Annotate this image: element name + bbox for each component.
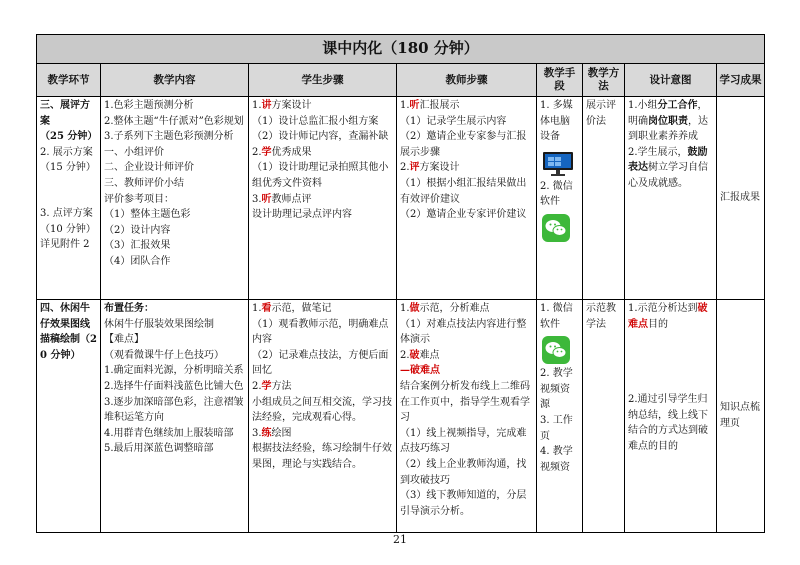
stage-cell: 四、休闲牛仔效果图线描稿绘制（20 分钟） (37, 300, 101, 533)
student-step: （1）设计总监汇报小组方案 (252, 115, 379, 127)
means-cell (537, 97, 583, 300)
content-cell (101, 97, 249, 300)
stage-sub: 3. 点评方案 (40, 207, 93, 219)
means-item: 4. 教学视频资 (540, 446, 573, 473)
teacher-step: （1）线上视频指导，完成难点技巧练习 (400, 427, 527, 455)
stage-attachment: 详见附件 2 (40, 239, 90, 251)
stage-cell (37, 97, 101, 300)
table-row (37, 300, 765, 533)
student-step: 小组成员之间互相交流，学习技法经验，完成观看心得。 (252, 396, 392, 424)
header-outcome: 学习成果 (717, 64, 765, 97)
teacher-step: （3）线下教师知道的，分层引导演示分析。 (400, 490, 527, 517)
content-line: 评价参考项目： (104, 193, 174, 205)
student-step: 3.练绘图 (252, 427, 292, 439)
content-line: 【难点】 (104, 334, 144, 346)
content-line: 3.逐步加深暗部色彩，注意褶皱堆积运笔方向 (104, 396, 244, 424)
intent-item: 2.通过引导学生归纳总结，线上线下结合的方式达到破难点的目的 (628, 394, 708, 452)
stage-sub: 2. 展示方案 (40, 146, 93, 158)
content-line: 3.子系列下主题色彩预测分析 (104, 131, 234, 143)
student-step: （2）记录难点技法，方便后面回忆 (252, 349, 389, 377)
teacher-cell (397, 300, 537, 533)
table-row (37, 97, 765, 300)
header-method: 教学方法 (583, 64, 625, 97)
stage-sub-duration: （10 分钟） (40, 223, 96, 235)
content-line: 三、教师评价小结 (104, 177, 184, 189)
wechat-icon (542, 336, 570, 364)
content-task: 布置任务： (104, 303, 154, 314)
student-step: 2.学优秀成果 (252, 146, 312, 158)
page-number: 21 (393, 533, 407, 546)
teacher-cell (397, 97, 537, 300)
intent-cell (625, 97, 717, 300)
content-line: 2.整体主题“牛仔派对”色彩规划 (104, 115, 244, 127)
teacher-step: （2）邀请企业专家参与汇报展示步骤 (400, 131, 527, 158)
content-line: 休闲牛仔服装效果图绘制 (104, 318, 214, 330)
content-line: （4）团队合作 (104, 255, 171, 267)
student-step: （1）设计助理记录拍照其他小组优秀文件资料 (252, 162, 389, 189)
teacher-step: 结合案例分析发布线上二维码在工作页中，指导学生观看学习 (400, 380, 530, 424)
means-item: 2. 教学视频资源 (540, 368, 573, 411)
wechat-icon (542, 214, 570, 242)
header-row (37, 64, 765, 97)
intent-item: 2.学生展示，鼓励表达树立学习自信心及成就感。 (628, 146, 708, 189)
stage-title: 三、展评方案 (40, 100, 90, 127)
content-cell (101, 300, 249, 533)
student-step: 1.讲方案设计 (252, 100, 312, 111)
student-step: 3.听教师点评 (252, 193, 312, 205)
teacher-step: （1）记录学生展示内容 (400, 115, 507, 127)
teacher-step: （2）线上企业教师沟通，找到攻破技巧 (400, 458, 527, 486)
content-line: （1）整体主题色彩 (104, 209, 191, 221)
student-step: 根据技法经验，练习绘制牛仔效果图，理论与实践结合。 (252, 443, 392, 470)
header-student: 学生步骤 (249, 64, 397, 97)
means-item: 2. 微信软件 (540, 180, 573, 208)
content-line: 二、企业设计师评价 (104, 162, 194, 174)
student-step: 设计助理记录点评内容 (252, 209, 352, 221)
teacher-step: 1.听汇报展示 (400, 100, 460, 111)
header-content: 教学内容 (101, 64, 249, 97)
teacher-step: 2.评方案设计 (400, 162, 460, 174)
student-step: （2）设计师记内容，查漏补缺 (252, 131, 389, 143)
teacher-step: 2.破难点 (400, 349, 440, 361)
means-item: 1. 微信软件 (540, 303, 573, 330)
student-cell (249, 300, 397, 533)
teacher-step: 1.做示范，分析难点 (400, 303, 490, 314)
content-line: 1.确定面料光源，分析明暗关系 (104, 365, 244, 377)
header-means: 教学手段 (537, 64, 583, 97)
student-step: 2.学方法 (252, 380, 292, 392)
student-step: （1）观看教师示范，明确难点内容 (252, 318, 389, 346)
teacher-step: （1）根据小组汇报结果做出有效评价建议 (400, 177, 527, 205)
content-line: 4.用群青色继续加上服装暗部 (104, 427, 234, 439)
stage-sub-duration: （15 分钟） (40, 162, 96, 174)
header-intent: 设计意图 (625, 64, 717, 97)
outcome-cell: 知识点梳理页 (717, 300, 765, 533)
intent-item: 1.示范分析达到破难点目的 (628, 303, 708, 330)
lesson-table (36, 34, 765, 533)
method-cell: 展示评价法 (583, 97, 625, 300)
means-item: 3. 工作页 (540, 414, 573, 442)
section-title: 课中内化（180 分钟） (37, 35, 765, 64)
stage-duration: （25 分钟） (40, 131, 98, 143)
monitor-icon (542, 151, 574, 177)
content-line: （2）设计内容 (104, 224, 171, 236)
content-line: （观看微课牛仔上色技巧） (104, 349, 224, 361)
header-stage: 教学环节 (37, 64, 101, 97)
student-step: 1.看示范，做笔记 (252, 303, 332, 314)
outcome-cell: 汇报成果 (717, 97, 765, 300)
student-cell (249, 97, 397, 300)
means-cell (537, 300, 583, 533)
teacher-step: （2）邀请企业专家评价建议 (400, 209, 527, 221)
content-line: 5.最后用深蓝色调整暗部 (104, 443, 214, 455)
header-teacher: 教师步骤 (397, 64, 537, 97)
content-line: （3）汇报效果 (104, 240, 171, 252)
content-line: 2.选择牛仔面料浅蓝色比铺大色 (104, 380, 244, 392)
intent-item: 1.小组分工合作，明确岗位职责，达到职业素养养成 (628, 100, 708, 143)
content-line: 一、小组评价 (104, 146, 164, 158)
teacher-step: （1）对难点技法内容进行整体演示 (400, 318, 527, 346)
content-line: 1.色彩主题预测分析 (104, 100, 194, 111)
means-item: 1. 多媒体电脑设备 (540, 100, 573, 143)
intent-cell (625, 300, 717, 533)
teacher-step: —破难点 (400, 365, 440, 377)
method-cell: 示范教学法 (583, 300, 625, 533)
